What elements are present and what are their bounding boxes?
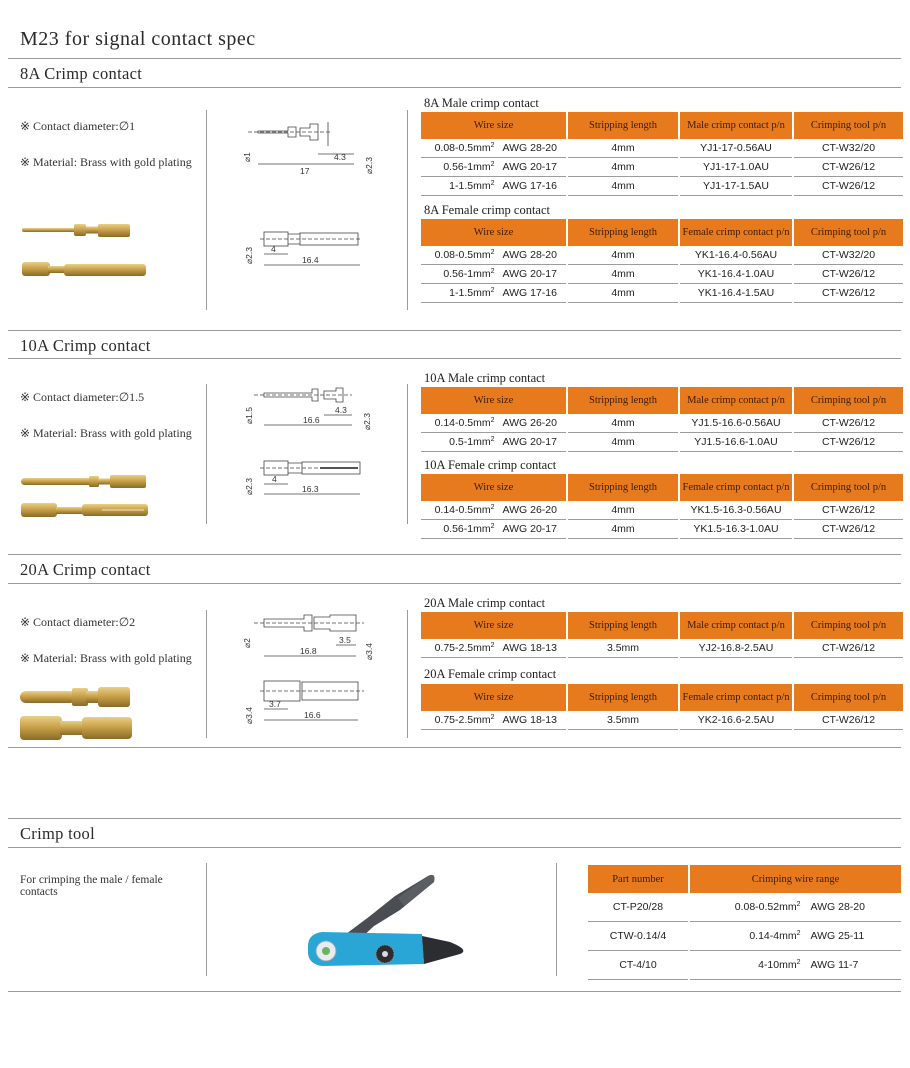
dim-length: 16.3 xyxy=(302,484,319,494)
female-socket-photo xyxy=(21,503,148,517)
column-divider xyxy=(407,384,408,524)
table-cell: CT-W26/12 xyxy=(794,158,903,177)
dim-body-diameter: ⌀2.3 xyxy=(244,247,254,264)
table-cell: CT-W32/20 xyxy=(794,139,903,158)
table-cell: $0.56-1mm^2$ AWG 20-17 xyxy=(421,520,566,539)
table-cell: YK2-16.6-2.5AU xyxy=(680,711,792,730)
contact-photo-8a xyxy=(18,218,138,280)
table-cell: $0.56-1mm^2$ AWG 20-17 xyxy=(421,158,566,177)
table-cell: CT-W26/12 xyxy=(794,284,903,303)
table-title-10a-female: 10A Female crimp contact xyxy=(424,458,557,472)
material-10a: ※ Material: Brass with gold plating xyxy=(20,426,192,440)
drawing-female-20a xyxy=(240,678,380,726)
table-cell: 3.5mm xyxy=(568,639,678,658)
col-contact-pn: Female crimp contact p/n xyxy=(680,219,792,246)
table-20a-male xyxy=(419,612,905,658)
col-tool-pn: Crimping tool p/n xyxy=(794,684,903,711)
material-20a: ※ Material: Brass with gold plating xyxy=(20,651,192,665)
divider xyxy=(8,87,901,88)
table-cell: YJ2-16.8-2.5AU xyxy=(680,639,792,658)
table-row xyxy=(421,520,903,539)
column-divider xyxy=(407,110,408,310)
table-row xyxy=(421,711,903,730)
section-title-10a: 10A Crimp contact xyxy=(20,336,151,355)
col-wire-size: Wire size xyxy=(421,684,566,711)
table-cell: 4mm xyxy=(568,520,678,539)
table-cell: $0.08-0.52mm^2$ AWG 28-20 xyxy=(690,893,901,922)
table-cell: CT-W26/12 xyxy=(794,520,903,539)
table-cell: CT-W26/12 xyxy=(794,414,903,433)
divider xyxy=(8,991,901,992)
drawing-female-10a xyxy=(240,457,380,502)
table-row xyxy=(421,158,903,177)
dim-body-diameter: ⌀2.3 xyxy=(244,478,254,495)
col-stripping-length: Stripping length xyxy=(568,612,678,639)
dim-body-diameter: ⌀2.3 xyxy=(362,413,372,430)
table-cell: $0.08-0.5mm^2$ AWG 28-20 xyxy=(421,246,566,265)
table-cell: $1-1.5mm^2$ AWG 17-16 xyxy=(421,284,566,303)
table-row xyxy=(421,414,903,433)
col-stripping-length: Stripping length xyxy=(568,684,678,711)
table-cell: YK1-16.4-1.0AU xyxy=(680,265,792,284)
table-cell: $0.14-0.5mm^2$ AWG 26-20 xyxy=(421,501,566,520)
section-title-20a: 20A Crimp contact xyxy=(20,560,151,579)
column-divider xyxy=(206,610,207,738)
table-cell: CT-W26/12 xyxy=(794,177,903,196)
contact-photo-10a xyxy=(18,472,138,522)
table-cell: 4mm xyxy=(568,284,678,303)
dim-crimp-length: 4 xyxy=(271,244,276,254)
table-row xyxy=(421,246,903,265)
table-cell: $0.5-1mm^2$ AWG 20-17 xyxy=(421,433,566,452)
table-8a-female xyxy=(419,219,905,303)
section-title-8a: 8A Crimp contact xyxy=(20,64,143,83)
col-contact-pn: Male crimp contact p/n xyxy=(680,387,792,414)
table-cell: $0.75-2.5mm^2$ AWG 18-13 xyxy=(421,711,566,730)
col-wire-size: Wire size xyxy=(421,219,566,246)
dim-crimp-length: 4.3 xyxy=(335,405,347,415)
male-pin-photo xyxy=(20,687,130,707)
table-cell: $0.75-2.5mm^2$ AWG 18-13 xyxy=(421,639,566,658)
table-row xyxy=(421,639,903,658)
table-cell: YK1-16.4-0.56AU xyxy=(680,246,792,265)
table-cell: 4mm xyxy=(568,246,678,265)
column-divider xyxy=(206,110,207,310)
table-cell: CTW-0.14/4 xyxy=(588,922,688,951)
dim-crimp-length: 4.3 xyxy=(334,152,346,162)
table-20a-female xyxy=(419,684,905,730)
table-10a-female xyxy=(419,474,905,539)
table-cell: 4mm xyxy=(568,265,678,284)
column-divider xyxy=(206,863,207,976)
table-cell: YK1-16.4-1.5AU xyxy=(680,284,792,303)
crimp-tool-description: For crimping the male / female contacts xyxy=(20,874,163,898)
dim-pin-diameter: ⌀2 xyxy=(242,638,252,648)
dim-crimp-length: 4 xyxy=(272,474,277,484)
table-row xyxy=(421,284,903,303)
table-title-20a-male: 20A Male crimp contact xyxy=(424,596,546,610)
col-stripping-length: Stripping length xyxy=(568,387,678,414)
table-row xyxy=(421,139,903,158)
table-cell: CT-W32/20 xyxy=(794,246,903,265)
contact-diameter-20a: ※ Contact diameter:∅2 xyxy=(20,615,136,629)
table-cell: $1-1.5mm^2$ AWG 17-16 xyxy=(421,177,566,196)
table-cell: CT-P20/28 xyxy=(588,893,688,922)
col-wire-size: Wire size xyxy=(421,474,566,501)
dim-body-diameter: ⌀3.4 xyxy=(364,643,374,660)
table-cell: CT-W26/12 xyxy=(794,433,903,452)
col-stripping-length: Stripping length xyxy=(568,112,678,139)
crimp-tool-table xyxy=(586,865,903,980)
table-cell: CT-W26/12 xyxy=(794,265,903,284)
col-contact-pn: Female crimp contact p/n xyxy=(680,684,792,711)
table-row xyxy=(421,177,903,196)
divider xyxy=(8,583,901,584)
dim-pin-diameter: ⌀1.5 xyxy=(244,407,254,424)
col-stripping-length: Stripping length xyxy=(568,474,678,501)
drawing-female-8a xyxy=(240,228,380,273)
table-row xyxy=(421,433,903,452)
col-tool-pn: Crimping tool p/n xyxy=(794,112,903,139)
contact-photo-20a xyxy=(18,686,133,742)
crimp-tool-photo xyxy=(300,868,470,973)
dim-crimp-length: 3.5 xyxy=(339,635,351,645)
divider xyxy=(8,847,901,848)
drawing-male-8a xyxy=(240,120,380,180)
col-tool-pn: Crimping tool p/n xyxy=(794,612,903,639)
table-cell: 4mm xyxy=(568,158,678,177)
table-title-8a-female: 8A Female crimp contact xyxy=(424,203,551,217)
female-socket-photo xyxy=(20,716,132,740)
table-cell: $4-10mm^2$ AWG 11-7 xyxy=(690,951,901,980)
dim-body-diameter: ⌀3.4 xyxy=(244,707,254,724)
table-8a-male xyxy=(419,112,905,196)
table-row xyxy=(588,922,901,951)
table-cell: CT-W26/12 xyxy=(794,639,903,658)
contact-diameter-10a: ※ Contact diameter:∅1.5 xyxy=(20,390,145,404)
table-cell: YJ1-17-1.0AU xyxy=(680,158,792,177)
material-8a: ※ Material: Brass with gold plating xyxy=(20,155,192,169)
table-row xyxy=(421,501,903,520)
table-cell: YJ1.5-16.6-0.56AU xyxy=(680,414,792,433)
table-cell: 4mm xyxy=(568,414,678,433)
table-title-10a-male: 10A Male crimp contact xyxy=(424,371,546,385)
column-divider xyxy=(407,610,408,738)
dim-length: 16.6 xyxy=(304,710,321,720)
col-tool-pn: Crimping tool p/n xyxy=(794,474,903,501)
drawing-male-20a xyxy=(240,610,380,662)
table-cell: $0.08-0.5mm^2$ AWG 28-20 xyxy=(421,139,566,158)
table-cell: YJ1.5-16.6-1.0AU xyxy=(680,433,792,452)
col-wire-size: Wire size xyxy=(421,112,566,139)
dim-length: 16.4 xyxy=(302,255,319,265)
dim-pin-diameter: ⌀1 xyxy=(242,152,252,162)
table-cell: 4mm xyxy=(568,433,678,452)
dim-length: 16.8 xyxy=(300,646,317,656)
male-pin-photo xyxy=(21,475,146,488)
col-wire-size: Wire size xyxy=(421,612,566,639)
table-10a-male xyxy=(419,387,905,452)
col-contact-pn: Male crimp contact p/n xyxy=(680,612,792,639)
table-cell: 3.5mm xyxy=(568,711,678,730)
divider xyxy=(8,330,901,331)
divider xyxy=(8,58,901,59)
table-cell: YK1.5-16.3-0.56AU xyxy=(680,501,792,520)
table-cell: CT-W26/12 xyxy=(794,711,903,730)
col-tool-pn: Crimping tool p/n xyxy=(794,219,903,246)
column-divider xyxy=(206,384,207,524)
col-stripping-length: Stripping length xyxy=(568,219,678,246)
table-cell: YK1.5-16.3-1.0AU xyxy=(680,520,792,539)
table-cell: $0.14-4mm^2$ AWG 25-11 xyxy=(690,922,901,951)
table-row xyxy=(588,893,901,922)
contact-diameter-8a: ※ Contact diameter:∅1 xyxy=(20,119,136,133)
table-cell: YJ1-17-0.56AU xyxy=(680,139,792,158)
female-socket-photo xyxy=(22,262,146,276)
divider xyxy=(8,554,901,555)
table-cell: CT-W26/12 xyxy=(794,501,903,520)
col-contact-pn: Male crimp contact p/n xyxy=(680,112,792,139)
dim-length: 17 xyxy=(300,166,310,176)
drawing-male-10a xyxy=(240,384,380,434)
divider xyxy=(8,818,901,819)
divider xyxy=(8,747,901,748)
col-contact-pn: Female crimp contact p/n xyxy=(680,474,792,501)
table-cell: YJ1-17-1.5AU xyxy=(680,177,792,196)
col-crimping-range: Crimping wire range xyxy=(690,865,901,893)
table-cell: 4mm xyxy=(568,177,678,196)
table-cell: CT-4/10 xyxy=(588,951,688,980)
table-cell: $0.14-0.5mm^2$ AWG 26-20 xyxy=(421,414,566,433)
dim-body-diameter: ⌀2.3 xyxy=(364,157,374,174)
table-row xyxy=(421,265,903,284)
col-part-number: Part number xyxy=(588,865,688,893)
table-cell: $0.56-1mm^2$ AWG 20-17 xyxy=(421,265,566,284)
section-title-crimp-tool: Crimp tool xyxy=(20,824,95,843)
col-tool-pn: Crimping tool p/n xyxy=(794,387,903,414)
col-wire-size: Wire size xyxy=(421,387,566,414)
table-cell: 4mm xyxy=(568,501,678,520)
table-title-20a-female: 20A Female crimp contact xyxy=(424,667,557,681)
divider xyxy=(8,358,901,359)
dim-length: 16.6 xyxy=(303,415,320,425)
male-pin-photo xyxy=(22,224,130,237)
column-divider xyxy=(556,863,557,976)
table-row xyxy=(588,951,901,980)
dim-crimp-length: 3.7 xyxy=(269,699,281,709)
table-title-8a-male: 8A Male crimp contact xyxy=(424,96,539,110)
page-title: M23 for signal contact spec xyxy=(20,28,256,50)
table-cell: 4mm xyxy=(568,139,678,158)
